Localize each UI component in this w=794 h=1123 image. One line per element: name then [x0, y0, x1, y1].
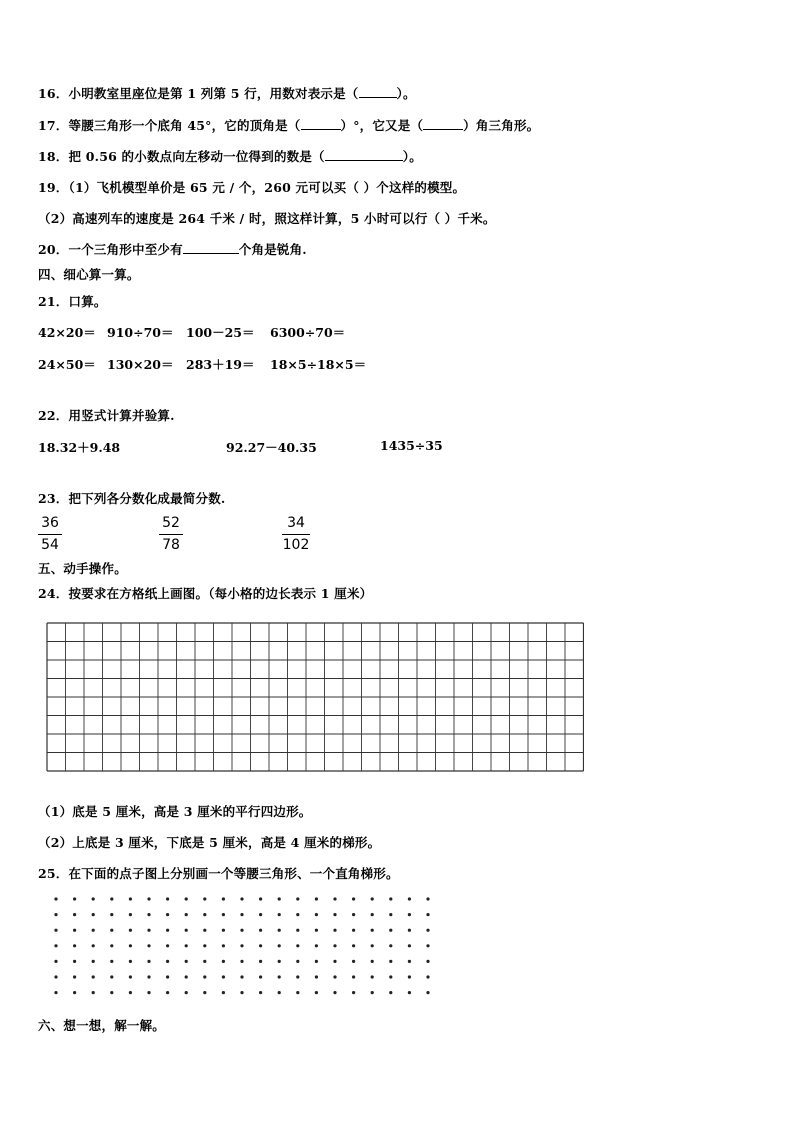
- grid-dot: [166, 944, 169, 947]
- grid-dot: [129, 960, 132, 963]
- grid-dot: [408, 975, 411, 978]
- grid-dot: [222, 897, 225, 900]
- grid-dot: [296, 991, 299, 994]
- grid-dot: [203, 960, 206, 963]
- grid-dot: [389, 913, 392, 916]
- grid-dot: [389, 975, 392, 978]
- question-19-part1: [38, 178, 465, 196]
- grid-dot: [259, 991, 262, 994]
- grid-dot: [352, 975, 355, 978]
- grid-dot: [73, 991, 76, 994]
- grid-dot: [147, 897, 150, 900]
- fraction-numerator: 52: [162, 515, 180, 531]
- q18-text-post: ）。: [402, 149, 422, 164]
- question-23-title: 23．把下列各分数化成最简分数.: [38, 491, 226, 506]
- question-19-part2: [38, 209, 496, 227]
- question-22-title: 22．用竖式计算并验算.: [38, 408, 175, 423]
- question-24-title: 24．按要求在方格纸上画图。（每小格的边长表示 1 厘米）: [38, 586, 373, 601]
- grid-dot: [203, 929, 206, 932]
- oral-calc-item: 24×50＝: [38, 357, 96, 372]
- grid-dot: [259, 913, 262, 916]
- grid-dot: [408, 897, 411, 900]
- grid-dot: [278, 991, 281, 994]
- grid-dot: [129, 929, 132, 932]
- grid-dot: [54, 913, 57, 916]
- grid-dot: [147, 960, 150, 963]
- grid-dot: [426, 913, 429, 916]
- fraction-numerator: 34: [287, 515, 305, 531]
- fraction-denominator: 102: [282, 537, 310, 553]
- grid-dot: [240, 975, 243, 978]
- grid-dot: [54, 929, 57, 932]
- grid-dot: [240, 944, 243, 947]
- grid-dot: [203, 975, 206, 978]
- question-17: [38, 116, 539, 134]
- grid-dot: [296, 944, 299, 947]
- grid-dot: [203, 991, 206, 994]
- fraction-2: [159, 515, 183, 553]
- grid-dot: [333, 975, 336, 978]
- fraction-denominator: 78: [162, 537, 180, 553]
- fraction-1: [38, 515, 62, 553]
- grid-dot: [315, 975, 318, 978]
- grid-dot: [296, 897, 299, 900]
- q16-answer-blank[interactable]: [359, 86, 397, 98]
- grid-dot: [352, 929, 355, 932]
- q17-answer-blank-2[interactable]: [423, 118, 463, 130]
- grid-dot: [389, 929, 392, 932]
- fraction-bar: [38, 534, 62, 535]
- grid-dot: [426, 897, 429, 900]
- grid-dot: [352, 991, 355, 994]
- grid-dot: [185, 944, 188, 947]
- grid-dot: [278, 975, 281, 978]
- grid-dot: [110, 975, 113, 978]
- grid-dot: [92, 960, 95, 963]
- vertical-calc-item: 18.32＋9.48: [38, 440, 121, 455]
- grid-dot: [185, 960, 188, 963]
- grid-dot: [147, 929, 150, 932]
- grid-dot: [73, 944, 76, 947]
- grid-dot: [92, 913, 95, 916]
- grid-dot: [240, 991, 243, 994]
- grid-dot: [333, 929, 336, 932]
- oral-calc-item: 18×5÷18×5＝: [270, 357, 367, 372]
- grid-dot: [240, 913, 243, 916]
- grid-dot: [54, 897, 57, 900]
- grid-dot: [389, 897, 392, 900]
- grid-dot: [185, 991, 188, 994]
- grid-dot: [240, 960, 243, 963]
- grid-dot: [240, 929, 243, 932]
- grid-dot: [129, 897, 132, 900]
- section-6-heading: 六、想一想，解一解。: [38, 1018, 166, 1033]
- q20-answer-blank[interactable]: [183, 242, 239, 254]
- grid-dot: [222, 960, 225, 963]
- oral-calc-item: 130×20＝: [107, 357, 174, 372]
- grid-dot: [110, 991, 113, 994]
- grid-dot: [371, 944, 374, 947]
- grid-dot: [166, 929, 169, 932]
- fraction-3: [282, 515, 310, 553]
- section-5-heading: 五、动手操作。: [38, 561, 127, 576]
- grid-dot: [185, 929, 188, 932]
- oral-calc-item: 42×20＝: [38, 325, 96, 340]
- grid-dot: [166, 913, 169, 916]
- grid-dot: [371, 929, 374, 932]
- grid-dot: [54, 960, 57, 963]
- q17-text-post: ）角三角形。: [463, 118, 540, 133]
- grid-dot: [129, 975, 132, 978]
- grid-dot: [203, 944, 206, 947]
- grid-dot: [426, 991, 429, 994]
- grid-dot: [352, 897, 355, 900]
- q16-text-post: ）。: [396, 86, 416, 101]
- question-20: [38, 240, 307, 258]
- grid-dot: [203, 913, 206, 916]
- grid-dot: [259, 944, 262, 947]
- question-16: [38, 84, 416, 102]
- grid-dot: [259, 929, 262, 932]
- grid-dot: [73, 960, 76, 963]
- grid-dot: [371, 897, 374, 900]
- grid-dot: [222, 991, 225, 994]
- question-24-part-1: （1）底是 5 厘米，高是 3 厘米的平行四边形。: [38, 804, 312, 819]
- grid-dot: [222, 944, 225, 947]
- q18-answer-blank[interactable]: [325, 149, 403, 161]
- grid-dot: [73, 929, 76, 932]
- grid-paper[interactable]: [46, 622, 584, 778]
- grid-dot: [333, 897, 336, 900]
- grid-dot: [278, 913, 281, 916]
- q17-answer-blank-1[interactable]: [301, 118, 341, 130]
- grid-dot: [408, 960, 411, 963]
- grid-dot: [426, 929, 429, 932]
- grid-dot: [147, 991, 150, 994]
- grid-dot: [296, 929, 299, 932]
- fraction-denominator: 54: [41, 537, 59, 553]
- grid-dot: [54, 991, 57, 994]
- grid-dot: [129, 913, 132, 916]
- grid-dot: [240, 897, 243, 900]
- q16-text-pre: 16．小明教室里座位是第 1 列第 5 行，用数对表示是（: [38, 86, 359, 101]
- grid-dot: [315, 944, 318, 947]
- grid-dot: [110, 913, 113, 916]
- grid-dot: [315, 897, 318, 900]
- grid-dot: [408, 944, 411, 947]
- grid-dot: [315, 929, 318, 932]
- grid-dot: [352, 944, 355, 947]
- question-18: [38, 147, 422, 165]
- grid-dot: [129, 991, 132, 994]
- grid-dot: [408, 991, 411, 994]
- grid-dot: [129, 944, 132, 947]
- q19b-text: （2）高速列车的速度是 264 千米 / 时，照这样计算，5 小时可以行（ ）千米。: [38, 211, 496, 226]
- oral-calc-item: 910÷70＝: [107, 325, 174, 340]
- grid-dot: [315, 991, 318, 994]
- oral-calc-item: 6300÷70＝: [270, 325, 346, 340]
- grid-dot: [333, 944, 336, 947]
- grid-dot: [296, 960, 299, 963]
- grid-dot: [389, 960, 392, 963]
- vertical-calc-item: 92.27－40.35: [226, 440, 317, 455]
- fraction-bar: [159, 534, 183, 535]
- grid-dot: [147, 944, 150, 947]
- question-21-title: 21．口算。: [38, 294, 107, 309]
- grid-dot: [73, 897, 76, 900]
- grid-dot: [54, 944, 57, 947]
- oral-calc-item: 283＋19＝: [186, 357, 255, 372]
- grid-dot: [110, 944, 113, 947]
- grid-dot: [278, 929, 281, 932]
- grid-dot: [278, 960, 281, 963]
- grid-dot: [73, 975, 76, 978]
- grid-dot: [371, 975, 374, 978]
- q20-text-post: 个角是锐角.: [238, 242, 307, 257]
- fraction-numerator: 36: [41, 515, 59, 531]
- grid-dot: [408, 929, 411, 932]
- grid-dot: [371, 991, 374, 994]
- grid-dot: [147, 975, 150, 978]
- grid-dot: [92, 975, 95, 978]
- grid-dot: [92, 929, 95, 932]
- grid-dot: [166, 991, 169, 994]
- grid-dot: [333, 991, 336, 994]
- grid-dot: [166, 960, 169, 963]
- grid-dot: [389, 991, 392, 994]
- grid-dot: [110, 960, 113, 963]
- q19a-text: 19．（1）飞机模型单价是 65 元 / 个，260 元可以买（ ）个这样的模型。: [38, 180, 466, 195]
- grid-dot: [73, 913, 76, 916]
- grid-dot: [92, 897, 95, 900]
- grid-dot: [278, 897, 281, 900]
- oral-calc-item: 100－25＝: [186, 325, 255, 340]
- q17-text-mid: ）°，它又是（: [340, 118, 424, 133]
- grid-dot: [315, 913, 318, 916]
- grid-dot: [166, 897, 169, 900]
- grid-dot: [426, 975, 429, 978]
- grid-dot: [54, 975, 57, 978]
- grid-dot: [185, 913, 188, 916]
- grid-dot: [315, 960, 318, 963]
- dot-grid[interactable]: [50, 893, 436, 1001]
- grid-dot: [259, 960, 262, 963]
- grid-dot: [371, 913, 374, 916]
- question-24-part-2: （2）上底是 3 厘米，下底是 5 厘米，高是 4 厘米的梯形。: [38, 835, 381, 850]
- grid-dot: [333, 960, 336, 963]
- q20-text-pre: 20．一个三角形中至少有: [38, 242, 183, 257]
- vertical-calc-item: 1435÷35: [380, 438, 443, 453]
- grid-dot: [296, 913, 299, 916]
- grid-dot: [110, 929, 113, 932]
- section-4-heading: 四、细心算一算。: [38, 267, 140, 282]
- grid-dot: [333, 913, 336, 916]
- grid-dot: [185, 975, 188, 978]
- grid-dot: [203, 897, 206, 900]
- grid-dot: [426, 944, 429, 947]
- grid-dot: [278, 944, 281, 947]
- grid-dot: [222, 913, 225, 916]
- grid-dot: [426, 960, 429, 963]
- grid-dot: [222, 929, 225, 932]
- grid-dot: [110, 897, 113, 900]
- q17-text-pre: 17．等腰三角形一个底角 45°，它的顶角是（: [38, 118, 301, 133]
- grid-dot: [147, 913, 150, 916]
- grid-dot: [408, 913, 411, 916]
- grid-dot: [352, 913, 355, 916]
- grid-dot: [352, 960, 355, 963]
- grid-dot: [92, 944, 95, 947]
- grid-dot: [259, 975, 262, 978]
- q18-text-pre: 18．把 0.56 的小数点向左移动一位得到的数是（: [38, 149, 325, 164]
- grid-dot: [185, 897, 188, 900]
- grid-dot: [371, 960, 374, 963]
- grid-dot: [222, 975, 225, 978]
- grid-dot: [92, 991, 95, 994]
- grid-dot: [389, 944, 392, 947]
- grid-dot: [166, 975, 169, 978]
- grid-dot: [296, 975, 299, 978]
- question-25-title: 25．在下面的点子图上分别画一个等腰三角形、一个直角梯形。: [38, 866, 399, 881]
- grid-dot: [259, 897, 262, 900]
- fraction-bar: [282, 534, 310, 535]
